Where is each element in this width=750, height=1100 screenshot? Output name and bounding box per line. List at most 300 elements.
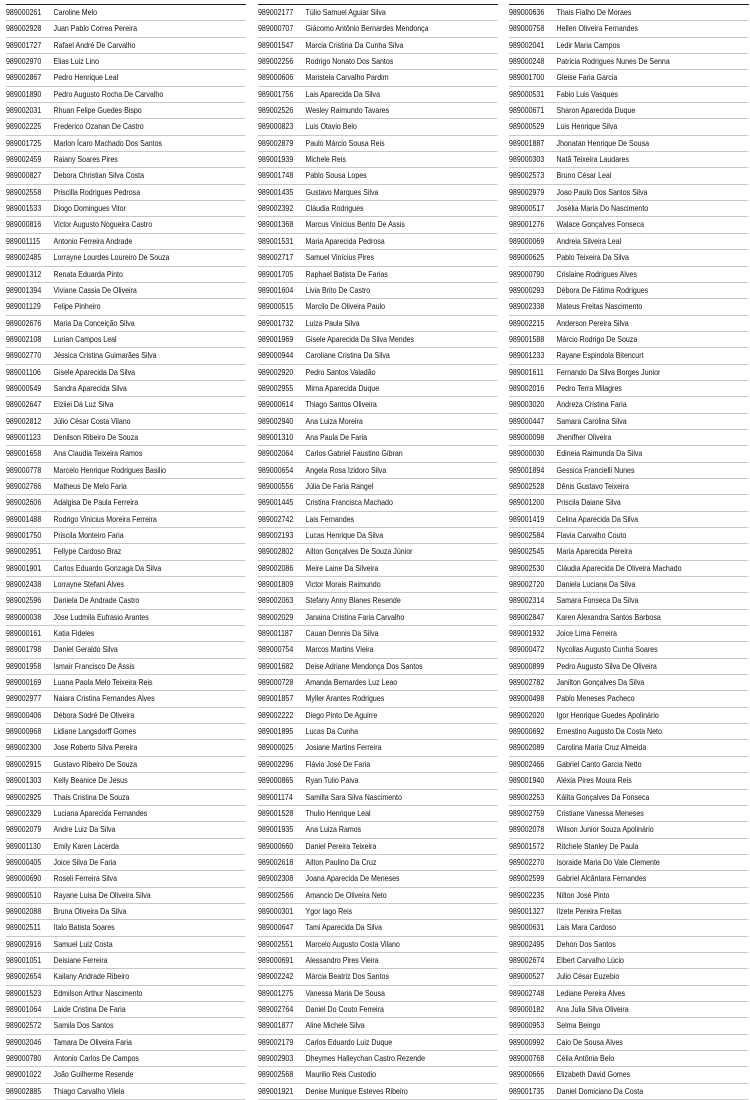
list-item	[509, 691, 748, 707]
person-name: Vanessa Maria De Sousa	[305, 987, 385, 998]
person-name: Cláudia Rodrigues	[305, 203, 364, 214]
person-name: Viviane Cassia De Oliveira	[53, 284, 137, 295]
list-item	[6, 577, 245, 593]
list-item	[6, 119, 245, 135]
registration-code: 989001887	[509, 137, 545, 148]
registration-code: 989002242	[258, 971, 294, 982]
person-name: Marlon Ícaro Machado Dos Santos	[53, 137, 163, 148]
registration-code: 989001940	[509, 775, 545, 786]
list-item	[258, 185, 497, 201]
list-item	[509, 21, 748, 37]
person-name: Rodrigo Nonato Dos Santos	[305, 56, 394, 67]
person-name: Elias Luiz Lino	[53, 56, 100, 67]
registration-code: 989000301	[258, 905, 294, 916]
registration-code: 989000030	[509, 448, 545, 459]
registration-code: 989002459	[6, 154, 42, 165]
registration-code: 989001233	[509, 350, 545, 361]
list-item	[6, 1067, 245, 1083]
registration-code: 989001394	[6, 284, 42, 295]
list-item	[258, 561, 497, 577]
person-name: Luiza Paula Silva	[305, 317, 360, 328]
registration-code: 989001022	[6, 1069, 42, 1080]
person-name: Marcilo De Oliveira Paulo	[305, 301, 386, 312]
person-name: Carolina Maria Cruz Almeida	[556, 742, 647, 753]
registration-code: 989001735	[509, 1085, 545, 1096]
registration-code: 989000631	[509, 922, 545, 933]
person-name: Lorrayne Lourdes Loureiro De Souza	[53, 252, 170, 263]
person-name: Dheymes Halleychan Castro Rezende	[305, 1053, 426, 1063]
list-item	[6, 888, 245, 904]
person-name: Joice Silva De Faria	[53, 856, 117, 867]
person-name: Janaina Cristina Faria Carvalho	[305, 611, 405, 622]
list-item	[509, 299, 748, 315]
registration-code: 989001705	[258, 268, 294, 279]
list-item	[509, 332, 748, 348]
list-item	[6, 969, 245, 985]
registration-code: 989002511	[6, 922, 41, 933]
person-name: Ana Claudia Teixeira Ramos	[53, 448, 143, 459]
person-name: Priscilla Rodrigues Pedrosa	[53, 186, 141, 197]
person-name: Celina Aparecida Da Silva	[556, 513, 639, 524]
registration-code: 989002222	[258, 709, 294, 720]
person-name: Igor Henrique Guedes Apolinário	[556, 709, 659, 720]
list-item	[258, 642, 497, 658]
list-item	[509, 1051, 748, 1067]
person-name: Katia Fideles	[53, 628, 95, 639]
list-item	[258, 577, 497, 593]
list-item	[258, 920, 497, 936]
person-name: Caroline Melo	[53, 7, 98, 17]
list-item	[6, 70, 245, 86]
person-name: Carlos Gabriel Faustino Gibran	[305, 448, 403, 459]
list-item	[258, 283, 497, 299]
person-name: Márcia Beatriz Dos Santos	[305, 971, 389, 982]
person-name: Aléxia Pires Moura Reis	[556, 775, 632, 786]
person-name: Daniel Pereira Teixeira	[305, 840, 377, 851]
list-item	[258, 757, 497, 773]
list-item	[509, 463, 748, 479]
person-name: Lais Aparecida Da Silva	[305, 88, 380, 99]
list-item	[6, 54, 245, 70]
registration-code: 989001303	[6, 775, 42, 786]
list-column-1	[6, 4, 246, 1100]
registration-code: 989000161	[6, 628, 42, 639]
person-name: Lais Fernandes	[305, 513, 355, 524]
person-name: Bruno César Leal	[556, 170, 612, 181]
person-name: Gabriel Canto Garcia Netto	[556, 758, 642, 769]
list-item	[258, 528, 497, 544]
list-item	[6, 724, 245, 740]
list-item	[6, 201, 245, 217]
registration-code: 989002088	[6, 905, 42, 916]
person-name: Natã Teixeira Laudares	[556, 154, 629, 165]
person-name: Antonio Ferreira Andrade	[53, 235, 133, 246]
list-item	[6, 1084, 245, 1100]
person-name: Fernando Da Silva Borges Junior	[556, 366, 661, 377]
registration-code: 989002573	[509, 170, 545, 181]
person-name: Raphael Batista De Farias	[305, 268, 388, 279]
person-name: Flávio José De Faria	[305, 758, 371, 769]
person-name: Sharon Aparecida Duque	[556, 105, 636, 116]
person-name: Lediane Pereira Alves	[556, 987, 626, 998]
person-name: Hellen Oliveira Fernandes	[556, 23, 639, 34]
person-name: Wesley Raimundo Tavares	[305, 105, 390, 116]
registration-code: 989002606	[6, 497, 42, 508]
registration-code: 989002647	[6, 399, 42, 410]
list-item	[6, 283, 245, 299]
list-item	[509, 479, 748, 495]
registration-code: 989002256	[258, 56, 294, 67]
registration-code: 989001123	[6, 431, 41, 442]
registration-code: 989000754	[258, 644, 294, 655]
list-item	[509, 495, 748, 511]
person-name: Diego Pinto De Aguirre	[305, 709, 378, 720]
person-name: Matheus De Melo Faria	[53, 480, 127, 491]
registration-code: 989000303	[509, 154, 545, 165]
registration-code: 989001200	[509, 497, 545, 508]
list-item	[509, 70, 748, 86]
person-name: Nilton José Pinto	[556, 889, 610, 900]
person-name: Debora Christian Silva Costa	[53, 170, 145, 181]
list-item	[509, 659, 748, 675]
registration-code: 989002108	[6, 333, 42, 344]
list-item	[258, 839, 497, 855]
registration-code: 989002041	[509, 39, 545, 50]
registration-code: 989002720	[509, 579, 545, 590]
registration-code: 989002759	[509, 807, 545, 818]
list-item	[258, 234, 497, 250]
person-name: Maria Da Conceição Silva	[53, 317, 135, 328]
list-item	[258, 512, 497, 528]
person-name: Elizabeth David Gomes	[556, 1069, 631, 1080]
list-item	[509, 1035, 748, 1051]
person-name: Paulo Márcio Sousa Reis	[305, 137, 385, 148]
registration-code: 989002676	[6, 317, 42, 328]
person-name: Pablo Sousa Lopes	[305, 170, 367, 181]
registration-code: 989002046	[6, 1036, 42, 1047]
person-name: Stefany Anny Blanes Resende	[305, 595, 401, 606]
registration-code: 989002016	[509, 382, 545, 393]
list-item	[6, 463, 245, 479]
registration-code: 989002802	[258, 546, 294, 557]
list-item	[6, 299, 245, 315]
person-name: Victor Augusto Nogueira Castro	[53, 219, 153, 230]
person-name: Jöse Ludmila Eufrasio Arantes	[53, 611, 149, 622]
registration-code: 989001051	[6, 954, 42, 965]
person-name: Edineia Raimunda Da Silva	[556, 448, 643, 459]
list-item	[6, 185, 245, 201]
registration-code: 989002526	[258, 105, 294, 116]
list-item	[509, 414, 748, 430]
registration-code: 989000517	[509, 203, 545, 214]
person-name: Caio De Sousa Alves	[556, 1036, 623, 1047]
list-item	[6, 610, 245, 626]
person-name: Gessica Francielli Nunes	[556, 464, 635, 475]
person-name: Daniel Geraldo Silva	[53, 644, 118, 655]
person-name: Kailany Andrade Ribeiro	[53, 971, 130, 982]
list-item	[6, 446, 245, 462]
person-name: Maurilio Reis Custodio	[305, 1069, 377, 1080]
list-item	[6, 87, 245, 103]
list-item	[6, 708, 245, 724]
list-item	[509, 904, 748, 920]
list-item	[258, 708, 497, 724]
registration-code: 989002903	[258, 1053, 294, 1063]
person-name: Samila Dos Santos	[53, 1020, 114, 1031]
list-item	[258, 446, 497, 462]
registration-code: 989000406	[6, 709, 42, 720]
registration-code: 989002951	[6, 546, 42, 557]
person-name: Thiago Santos Oliveira	[305, 399, 377, 410]
registration-code: 989002495	[509, 938, 545, 949]
list-item	[509, 512, 748, 528]
person-name: Wilson Junior Souza Apolinário	[556, 824, 654, 835]
registration-code: 989000690	[6, 873, 42, 884]
list-item	[6, 675, 245, 691]
person-name: Ritchele Stanley De Paula	[556, 840, 639, 851]
list-item	[258, 610, 497, 626]
registration-code: 989002748	[509, 987, 545, 998]
list-item	[6, 593, 245, 609]
list-item	[509, 969, 748, 985]
list-item	[509, 577, 748, 593]
person-name: Mirna Aparecida Duque	[305, 382, 380, 393]
registration-code: 989002766	[6, 480, 42, 491]
person-name: Karen Alexandra Santos Barbosa	[556, 611, 661, 622]
registration-code: 989002764	[258, 1003, 294, 1014]
registration-code: 989002530	[509, 562, 545, 573]
list-item	[258, 332, 497, 348]
registration-code: 989002977	[6, 693, 42, 704]
person-name: Lucas Da Cunha	[305, 726, 359, 737]
person-name: Deise Adriane Mendonça Dos Santos	[305, 660, 423, 671]
registration-code: 989002177	[258, 7, 294, 17]
person-name: Jose Roberto Silva Pereira	[53, 742, 138, 753]
registration-code: 989000261	[6, 7, 42, 17]
list-item	[258, 822, 497, 838]
person-name: Edmilson Arthur Nascimento	[53, 987, 143, 998]
registration-code: 989002847	[509, 611, 545, 622]
registration-code: 989002270	[509, 856, 545, 867]
registration-code: 989002654	[6, 971, 42, 982]
registration-code: 989002031	[6, 105, 42, 116]
registration-code: 989002314	[509, 595, 545, 606]
list-item	[258, 103, 497, 119]
registration-code: 989000248	[509, 56, 545, 67]
person-name: Rodrigo Vinicius Moreira Ferreira	[53, 513, 157, 524]
list-item	[258, 119, 497, 135]
list-item	[258, 414, 497, 430]
list-item	[6, 757, 245, 773]
registration-code: 989002392	[258, 203, 294, 214]
registration-code: 989000556	[258, 480, 294, 491]
list-column-3	[509, 4, 749, 1100]
person-name: Kelly Beanice De Jesus	[53, 775, 128, 786]
list-item	[6, 822, 245, 838]
registration-code: 989001528	[258, 807, 294, 818]
registration-code: 989002674	[509, 954, 545, 965]
person-name: Lucas Henrique Da Silva	[305, 530, 384, 540]
registration-code: 989000944	[258, 350, 294, 361]
person-name: Ilzete Pereira Freitas	[556, 905, 622, 916]
person-name: Ledir Maria Campos	[556, 39, 621, 50]
list-item	[258, 1084, 497, 1100]
list-item	[509, 152, 748, 168]
registration-code: 989002438	[6, 579, 42, 590]
list-item	[258, 691, 497, 707]
registration-code: 989000447	[509, 415, 545, 426]
person-name: Isoraide Maria Do Vale Clemente	[556, 856, 660, 867]
list-item	[6, 1018, 245, 1034]
registration-code: 989002782	[509, 677, 545, 688]
list-item	[258, 969, 497, 985]
registration-code: 989002770	[6, 350, 42, 361]
list-item	[258, 544, 497, 560]
list-item	[258, 38, 497, 54]
person-name: Luciana Aparecida Fernandes	[53, 807, 148, 818]
list-item	[6, 38, 245, 54]
person-name: Antonio Carlos De Campos	[53, 1053, 139, 1063]
person-name: Diogo Domingues Vitor	[53, 203, 126, 214]
person-name: Samilla Sara Silva Nascimento	[305, 791, 402, 802]
list-item	[258, 217, 497, 233]
person-name: Ana Julia Silva Oliveira	[556, 1003, 629, 1014]
person-name: Marcelo Henrique Rodrigues Basilio	[53, 464, 166, 475]
registration-code: 989000098	[509, 431, 545, 442]
list-item	[6, 21, 245, 37]
person-name: Samuel Luiz Costa	[53, 938, 113, 949]
registration-code: 989001419	[509, 513, 545, 524]
list-item	[509, 430, 748, 446]
registration-code: 989000510	[6, 889, 42, 900]
list-item	[258, 790, 497, 806]
list-item	[509, 5, 748, 21]
list-item	[258, 724, 497, 740]
registration-code: 989000823	[258, 121, 294, 132]
person-name: Jhonatan Henrique De Sousa	[556, 137, 650, 148]
registration-code: 989001604	[258, 284, 294, 295]
list-item	[6, 920, 245, 936]
person-name: Roseli Ferreira Silva	[53, 873, 118, 884]
person-name: Joana Aparecida De Meneses	[305, 873, 400, 884]
person-name: Nycollas Augusto Cunha Soares	[556, 644, 658, 655]
person-name: Débora De Fátima Rodrigues	[556, 284, 649, 295]
person-name: Gustavo Ribeiro De Souza	[53, 758, 137, 769]
list-item	[258, 299, 497, 315]
registration-code: 989002979	[509, 186, 545, 197]
person-name: Fabio Luis Vasques	[556, 88, 618, 99]
registration-code: 989000472	[509, 644, 545, 655]
registration-code: 989001700	[509, 72, 545, 83]
list-item	[258, 21, 497, 37]
registration-code: 989002925	[6, 791, 42, 802]
list-item	[509, 1084, 748, 1100]
list-item	[258, 904, 497, 920]
registration-code: 989002717	[258, 252, 294, 263]
list-item	[509, 201, 748, 217]
list-item	[258, 87, 497, 103]
person-name: Priscila Monteiro Faria	[53, 530, 124, 540]
registration-code: 989000778	[6, 464, 42, 475]
registration-code: 989001901	[6, 562, 42, 573]
list-item	[509, 610, 748, 626]
person-name: Amanda Bernardes Luz Leao	[305, 677, 398, 688]
person-name: Janilton Gonçalves Da Silva	[556, 677, 645, 688]
list-item	[509, 316, 748, 332]
registration-code: 989001727	[6, 39, 42, 50]
registration-code: 989000707	[258, 23, 294, 34]
registration-code: 989002225	[6, 121, 42, 132]
list-item	[258, 1002, 497, 1018]
list-item	[258, 250, 497, 266]
list-item	[6, 790, 245, 806]
person-name: Gustavo Marques Silva	[305, 186, 379, 197]
person-name: Caroliane Cristina Da Silva	[305, 350, 390, 361]
list-item	[509, 168, 748, 184]
list-item	[509, 54, 748, 70]
list-item	[509, 119, 748, 135]
person-name: Marcus Vinícius Bento De Assis	[305, 219, 405, 230]
person-name: Mateus Freitas Nascimento	[556, 301, 643, 312]
registration-code: 989000636	[509, 7, 545, 17]
person-name: Giácomo Antônio Bernardes Mendonça	[305, 23, 429, 34]
list-item	[6, 659, 245, 675]
list-item	[509, 708, 748, 724]
person-name: Cláudia Aparecida De Oliveira Machado	[556, 562, 682, 573]
list-item	[258, 1018, 497, 1034]
registration-code: 989000405	[6, 856, 42, 867]
list-item	[6, 234, 245, 250]
registration-code: 989001435	[258, 186, 294, 197]
person-name: Marcia Cristina Da Cunha Silva	[305, 39, 404, 50]
list-item	[258, 168, 497, 184]
registration-code: 989002545	[509, 546, 545, 557]
registration-code: 989000666	[509, 1069, 545, 1080]
list-item	[509, 888, 748, 904]
person-name: Ana Luiza Ramos	[305, 824, 362, 835]
list-item	[6, 626, 245, 642]
registration-code: 989001798	[6, 644, 42, 655]
registration-code: 989001276	[509, 219, 545, 230]
list-item	[6, 740, 245, 756]
registration-code: 989001895	[258, 726, 294, 737]
person-name: Adalgisa De Paula Ferreira	[53, 497, 139, 508]
list-item	[6, 267, 245, 283]
list-item	[509, 348, 748, 364]
registration-code: 989000182	[509, 1003, 545, 1014]
person-name: Naiara Cristina Fernandes Alves	[53, 693, 155, 704]
registration-code: 989001894	[509, 464, 545, 475]
registration-code: 989002572	[6, 1020, 42, 1031]
registration-code: 989002812	[6, 415, 42, 426]
registration-code: 989001682	[258, 660, 294, 671]
person-name: Felipe Pinheiro	[53, 301, 101, 312]
list-item	[509, 724, 748, 740]
registration-code: 989000531	[509, 88, 545, 99]
person-name: Ana Luiza Moreira	[305, 415, 363, 426]
registration-code: 989002308	[258, 873, 294, 884]
person-name: Michele Reis	[305, 154, 346, 165]
list-item	[258, 136, 497, 152]
list-item	[258, 888, 497, 904]
list-item	[509, 593, 748, 609]
registration-code: 989002940	[258, 415, 294, 426]
list-item	[509, 937, 748, 953]
list-item	[509, 773, 748, 789]
list-item	[509, 953, 748, 969]
list-item	[509, 38, 748, 54]
person-name: Priscila Daiane Silva	[556, 497, 621, 508]
